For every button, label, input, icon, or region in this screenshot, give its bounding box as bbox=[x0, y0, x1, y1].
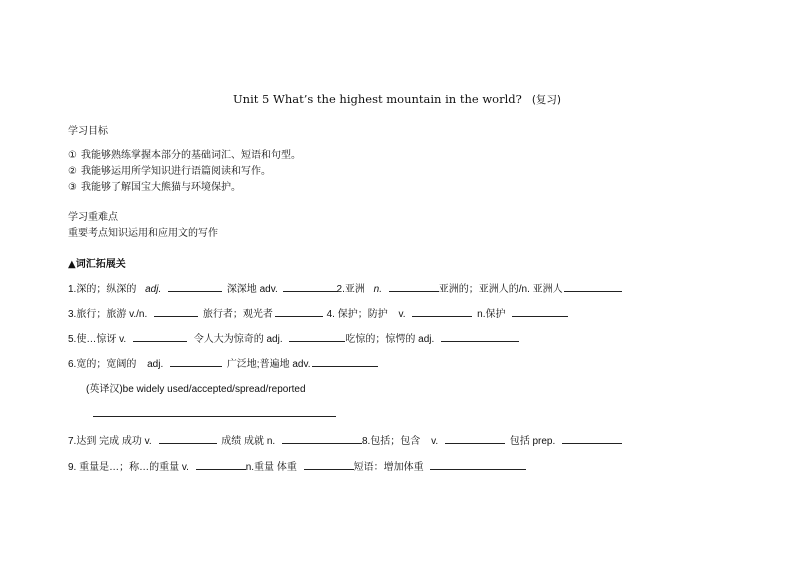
answer-blank[interactable] bbox=[159, 433, 217, 444]
objective-text: 我能够了解国宝大熊猫与环境保护。 bbox=[81, 182, 241, 193]
exercise-line-2 bbox=[68, 305, 568, 320]
answer-blank[interactable] bbox=[445, 433, 505, 444]
objective-text: 我能够熟练掌握本部分的基础词汇、短语和句型。 bbox=[81, 150, 301, 161]
prompt-text: n.保护 bbox=[477, 309, 506, 320]
answer-blank[interactable] bbox=[282, 433, 362, 444]
answer-blank[interactable] bbox=[196, 459, 246, 470]
difficulty-heading: 学习重难点 bbox=[68, 212, 118, 223]
objective-item bbox=[68, 162, 271, 177]
pos-abbrev: v. bbox=[398, 309, 406, 320]
objective-marker: ② bbox=[68, 166, 77, 177]
title-text: Unit 5 What’s the highest mountain in the world? bbox=[232, 92, 522, 106]
answer-blank[interactable] bbox=[564, 281, 622, 292]
answer-blank[interactable] bbox=[312, 356, 378, 367]
exercise-line-5 bbox=[86, 380, 306, 395]
answer-blank[interactable] bbox=[389, 281, 439, 292]
prompt-text: 1.深的；纵深的 bbox=[68, 284, 137, 295]
prompt-text: 吃惊的；惊愕的 adj. bbox=[345, 334, 435, 345]
prompt-text: 广泛地;普遍地 adv. bbox=[226, 359, 311, 370]
answer-blank[interactable] bbox=[412, 306, 472, 317]
objective-item bbox=[68, 178, 241, 193]
objective-marker: ③ bbox=[68, 182, 77, 193]
title-suffix: (复习) bbox=[531, 94, 562, 106]
answer-blank[interactable] bbox=[275, 306, 323, 317]
exercise-line-7 bbox=[68, 458, 526, 473]
document-title bbox=[0, 92, 794, 107]
vocab-heading: ▲词汇拓展关 bbox=[68, 259, 126, 270]
exercise-line-4 bbox=[68, 355, 378, 370]
prompt-text: 令人大为惊奇的 adj. bbox=[193, 334, 283, 345]
answer-blank[interactable] bbox=[154, 306, 198, 317]
objective-marker: ① bbox=[68, 150, 77, 161]
answer-blank[interactable] bbox=[562, 433, 622, 444]
prompt-text: 6.宽的；宽阔的 bbox=[68, 359, 137, 370]
pos-abbrev: adj. bbox=[145, 284, 162, 295]
pos-abbrev: adj. bbox=[147, 359, 164, 370]
answer-blank[interactable] bbox=[170, 356, 222, 367]
answer-blank[interactable] bbox=[133, 331, 187, 342]
prompt-text: 3.旅行；旅游 v./n. bbox=[68, 309, 148, 320]
prompt-text: 成绩 成就 n. bbox=[221, 436, 276, 447]
translation-prompt: (英译汉)be widely used/accepted/spread/reported bbox=[86, 384, 306, 395]
exercise-line-3 bbox=[68, 330, 519, 345]
answer-blank-translation[interactable] bbox=[93, 416, 336, 417]
prompt-text: 5.使…惊讶 v. bbox=[68, 334, 127, 345]
prompt-text: n.重量 体重 bbox=[245, 462, 297, 473]
prompt-text: 短语：增加体重 bbox=[353, 462, 424, 473]
prompt-text: 深深地 adv. bbox=[226, 284, 278, 295]
answer-blank[interactable] bbox=[168, 281, 222, 292]
exercise-line-6 bbox=[68, 432, 622, 447]
answer-blank[interactable] bbox=[283, 281, 337, 292]
answer-blank[interactable] bbox=[304, 459, 354, 470]
pos-abbrev: v. bbox=[431, 436, 439, 447]
prompt-text: 8.包括；包含 bbox=[361, 436, 421, 447]
prompt-text: 4. 保护；防护 bbox=[326, 309, 388, 320]
prompt-text: 7.达到 完成 成功 v. bbox=[68, 436, 152, 447]
answer-blank[interactable] bbox=[289, 331, 345, 342]
objective-text: 我能够运用所学知识进行语篇阅读和写作。 bbox=[81, 166, 271, 177]
difficulty-text: 重要考点知识运用和应用文的写作 bbox=[68, 228, 218, 239]
prompt-text: 包括 prep. bbox=[509, 436, 556, 447]
prompt-text: 亚洲的；亚洲人的/n. 亚洲人 bbox=[438, 284, 563, 295]
exercise-line-1 bbox=[68, 280, 622, 295]
answer-blank[interactable] bbox=[512, 306, 568, 317]
pos-abbrev: n. bbox=[373, 284, 382, 295]
prompt-text: 旅行者；观光者 bbox=[202, 309, 273, 320]
answer-blank[interactable] bbox=[430, 459, 526, 470]
prompt-text: 9. 重量是…；称…的重量 v. bbox=[68, 462, 189, 473]
answer-blank[interactable] bbox=[441, 331, 519, 342]
objectives-heading: 学习目标 bbox=[68, 126, 108, 137]
objective-item bbox=[68, 146, 301, 161]
prompt-text: 2.亚洲 bbox=[336, 284, 365, 295]
